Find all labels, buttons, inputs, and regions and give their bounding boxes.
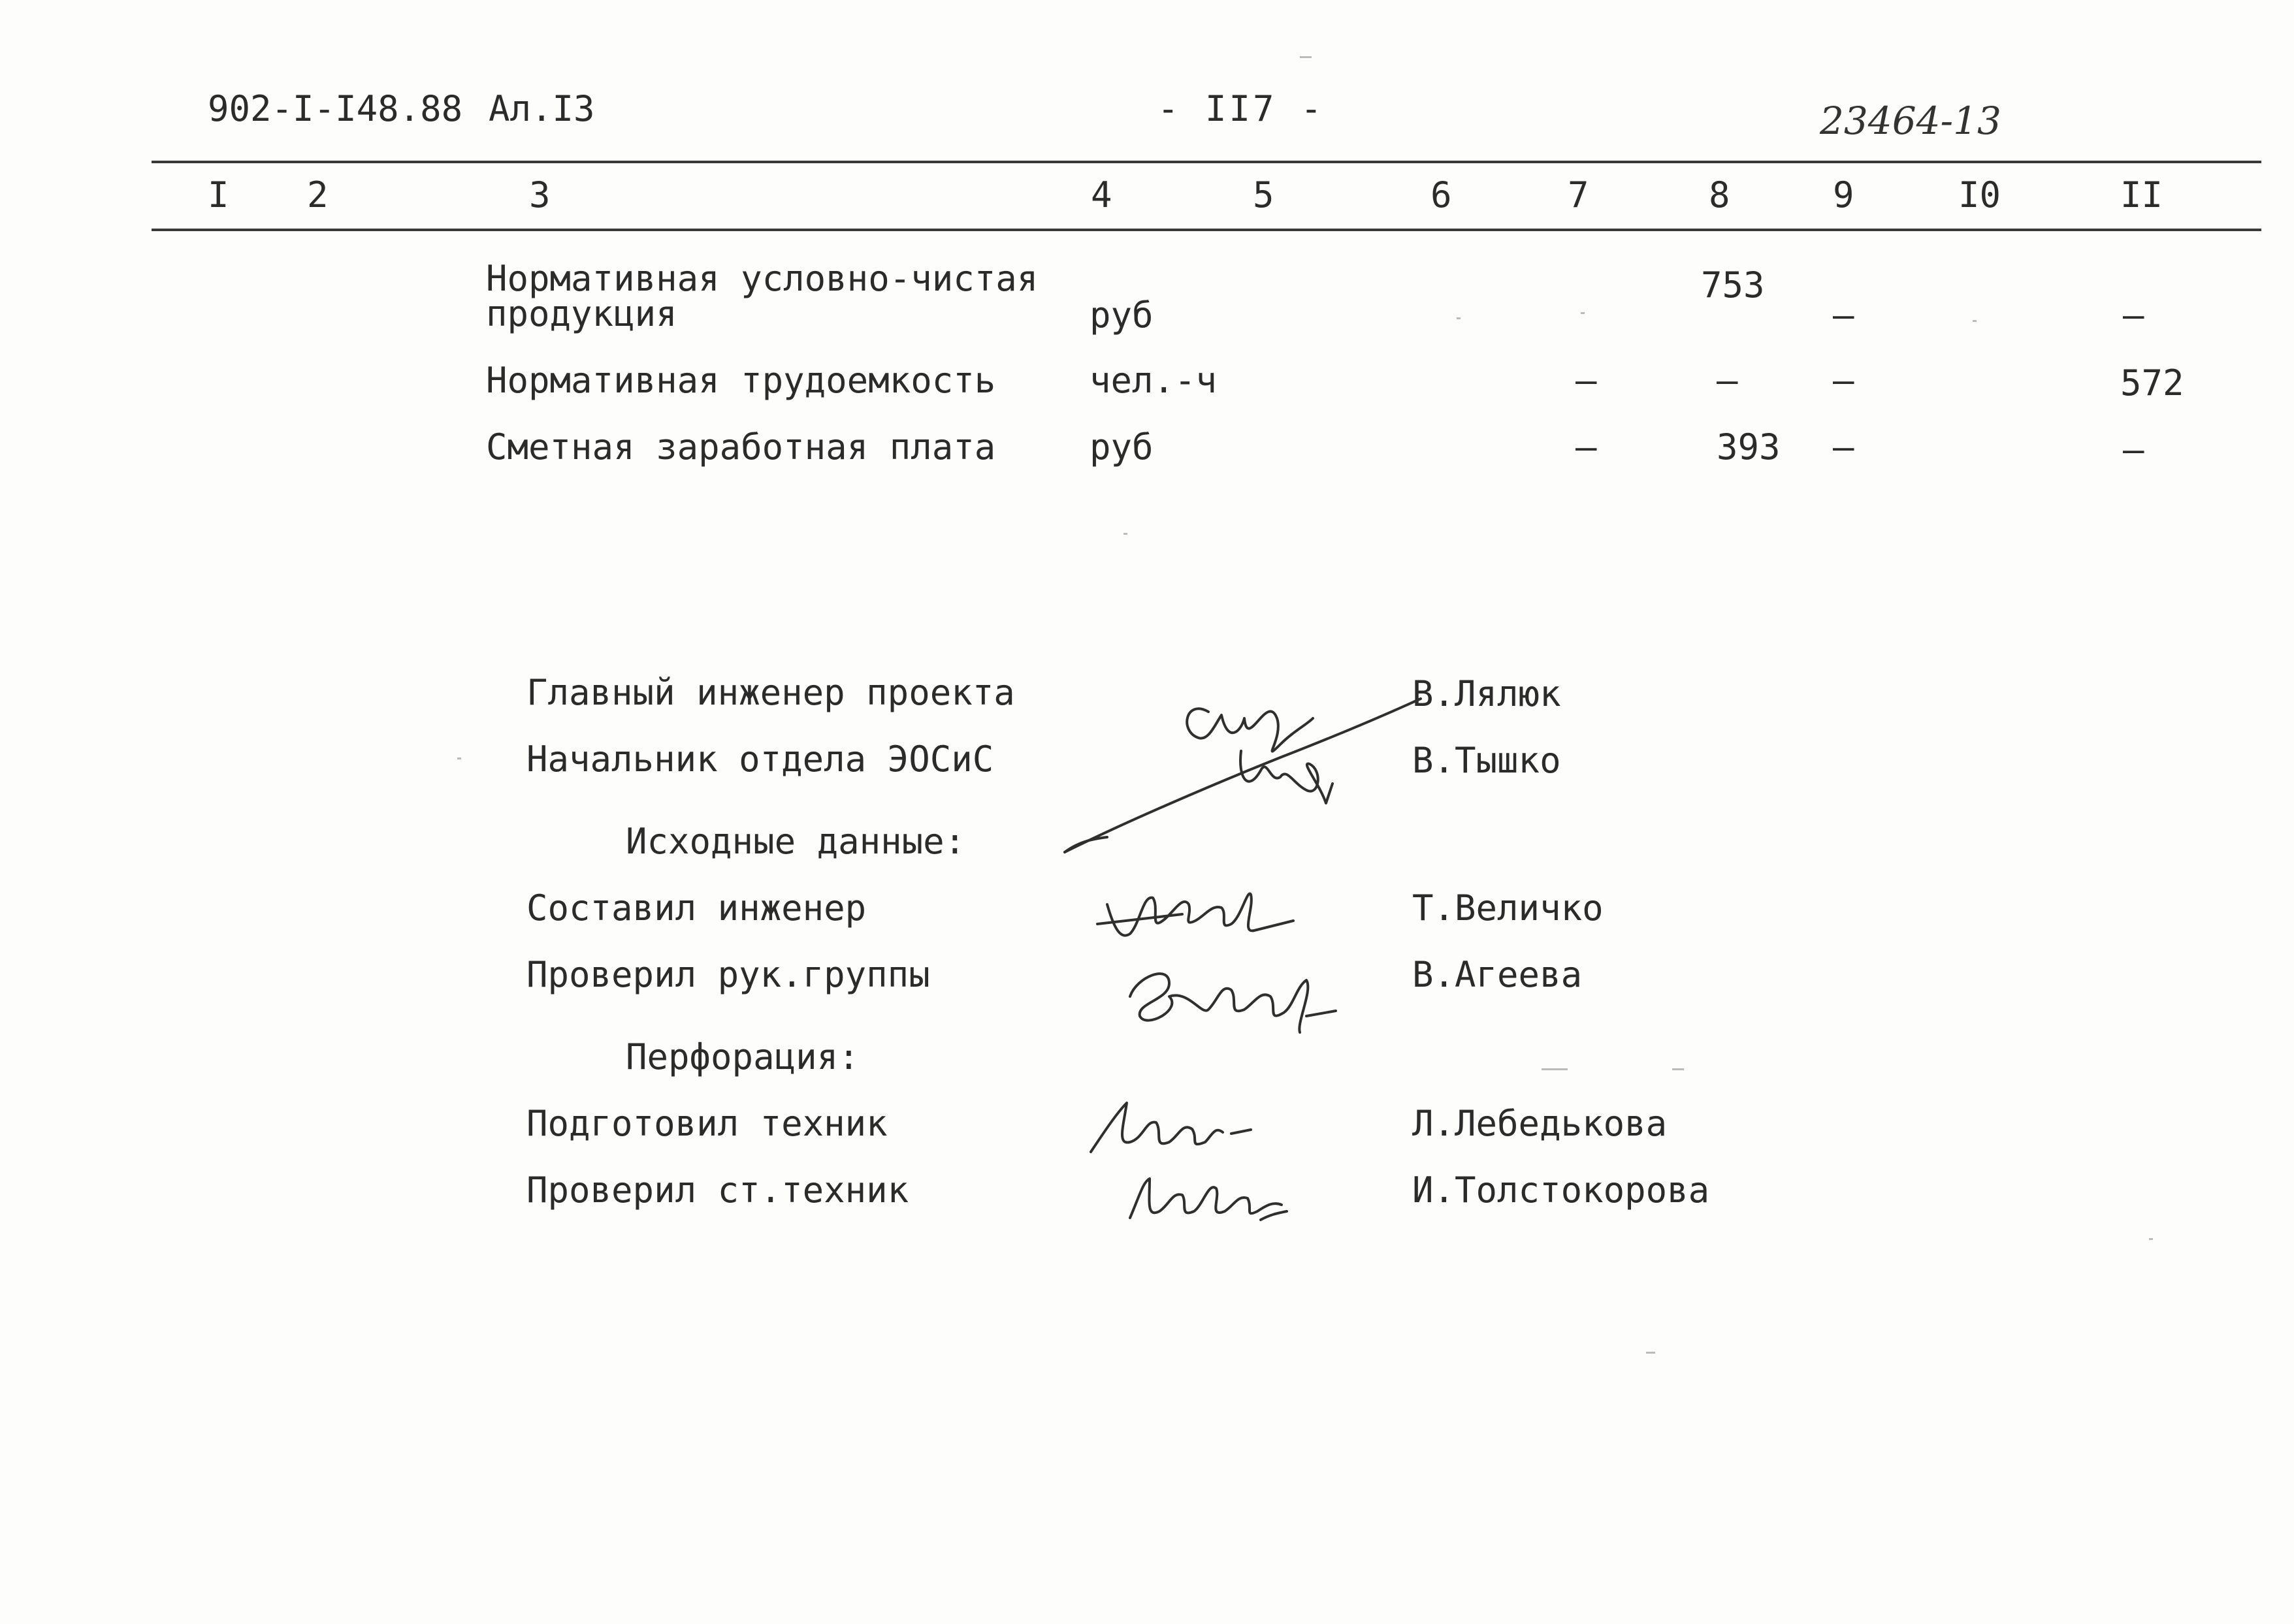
source-data-heading: Исходные данные: xyxy=(626,821,966,862)
album-number: Ал.I3 xyxy=(489,88,595,129)
column-header-10: I0 xyxy=(1958,174,2001,215)
prepared-label: Подготовил техник xyxy=(526,1103,888,1144)
row-name: Сметная заработная плата xyxy=(486,426,996,468)
checked-tech-name: И.Толстокорова xyxy=(1412,1170,1710,1211)
checked-group-name: В.Агеева xyxy=(1412,954,1583,995)
scan-speck xyxy=(1672,1068,1684,1070)
chief-engineer-label: Главный инженер проекта xyxy=(526,672,1015,713)
scan-speck xyxy=(1973,320,1977,322)
signature-prepared xyxy=(1071,1087,1267,1165)
column-header-8: 8 xyxy=(1709,174,1730,215)
table-header-rule xyxy=(152,229,2261,231)
signature-checked-tech xyxy=(1110,1156,1306,1234)
column-header-11: II xyxy=(2120,174,2163,215)
page-number: - II7 - xyxy=(1157,88,1325,129)
perforation-heading: Перфорация: xyxy=(626,1036,860,1077)
compiled-name: Т.Величко xyxy=(1412,887,1604,929)
signature-checked-group xyxy=(1110,951,1346,1042)
row-col9: – xyxy=(1833,295,1854,336)
scan-speck xyxy=(1542,1068,1568,1070)
table-top-rule xyxy=(152,161,2261,163)
row-name: Нормативная трудоемкость xyxy=(486,360,996,401)
column-header-6: 6 xyxy=(1430,174,1452,215)
scan-speck xyxy=(1457,317,1461,319)
row-name-line2: продукция xyxy=(486,293,677,334)
compiled-label: Составил инженер xyxy=(526,887,867,929)
signature-compiled xyxy=(1084,868,1306,953)
inventory-number: 23464-13 xyxy=(1820,99,2001,143)
row-col7: – xyxy=(1575,360,1597,401)
checked-group-label: Проверил рук.группы xyxy=(526,954,930,995)
scan-speck xyxy=(1123,533,1127,535)
column-header-9: 9 xyxy=(1833,174,1854,215)
column-header-7: 7 xyxy=(1568,174,1589,215)
row-unit: руб xyxy=(1090,426,1154,468)
chief-engineer-name: В.Лялюк xyxy=(1412,673,1561,714)
row-name-line1: Нормативная условно-чистая xyxy=(486,258,1039,299)
head-dept-name: В.Тышко xyxy=(1412,740,1561,781)
row-col8: – xyxy=(1717,360,1738,401)
row-unit: руб xyxy=(1090,295,1154,336)
row-col11: – xyxy=(2123,429,2144,470)
scan-speck xyxy=(1581,312,1585,314)
column-header-1: I xyxy=(208,174,229,215)
column-header-2: 2 xyxy=(307,174,329,215)
checked-tech-label: Проверил ст.техник xyxy=(526,1170,909,1211)
row-col11: 572 xyxy=(2120,362,2184,404)
column-header-5: 5 xyxy=(1253,174,1274,215)
column-header-3: 3 xyxy=(529,174,551,215)
scan-speck xyxy=(1646,1352,1655,1354)
row-col8: 393 xyxy=(1717,426,1781,468)
scan-speck xyxy=(1300,56,1312,58)
row-unit: чел.-ч xyxy=(1090,360,1218,401)
signature-chief-engineer xyxy=(1045,653,1450,868)
prepared-name: Л.Лебедькова xyxy=(1412,1103,1668,1144)
row-col8: 753 xyxy=(1701,264,1765,306)
row-col9: – xyxy=(1833,426,1854,468)
column-header-4: 4 xyxy=(1091,174,1112,215)
scan-speck xyxy=(2149,1238,2153,1240)
row-col7: – xyxy=(1575,426,1597,468)
row-col11: – xyxy=(2123,295,2144,336)
head-dept-label: Начальник отдела ЭОСиС xyxy=(526,739,994,780)
scan-speck xyxy=(457,757,461,759)
row-col9: – xyxy=(1833,360,1854,401)
doc-code: 902-I-I48.88 xyxy=(208,88,463,129)
